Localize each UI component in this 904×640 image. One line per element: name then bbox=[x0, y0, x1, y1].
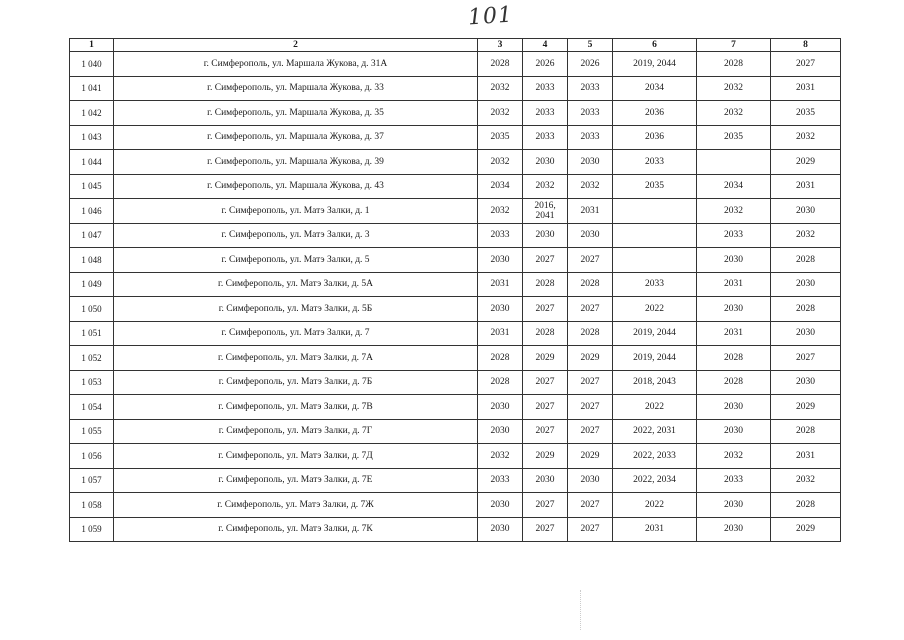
row-number-cell: 1 052 bbox=[70, 346, 114, 371]
year-cell: 2027 bbox=[523, 248, 568, 273]
table-row bbox=[70, 248, 841, 273]
row-number-cell: 1 042 bbox=[70, 101, 114, 126]
table-row bbox=[70, 297, 841, 322]
year-cell: 2022, 2034 bbox=[613, 468, 697, 493]
year-cell: 2019, 2044 bbox=[613, 52, 697, 77]
address-cell: г. Симферополь, ул. Матэ Залки, д. 7Г bbox=[114, 419, 478, 444]
row-number-cell: 1 051 bbox=[70, 321, 114, 346]
year-cell: 2030 bbox=[697, 248, 771, 273]
row-number-cell: 1 054 bbox=[70, 395, 114, 420]
address-cell: г. Симферополь, ул. Маршала Жукова, д. 43 bbox=[114, 174, 478, 199]
year-cell: 2018, 2043 bbox=[613, 370, 697, 395]
row-number-cell: 1 049 bbox=[70, 272, 114, 297]
row-number-cell: 1 043 bbox=[70, 125, 114, 150]
row-number-cell: 1 044 bbox=[70, 150, 114, 175]
year-cell: 2036 bbox=[613, 101, 697, 126]
year-cell: 2030 bbox=[478, 493, 523, 518]
year-cell: 2027 bbox=[523, 517, 568, 542]
year-cell: 2028 bbox=[478, 346, 523, 371]
year-cell: 2030 bbox=[478, 248, 523, 273]
year-cell: 2027 bbox=[568, 370, 613, 395]
year-cell: 2030 bbox=[523, 223, 568, 248]
year-cell: 2033 bbox=[523, 76, 568, 101]
year-cell: 2027 bbox=[523, 419, 568, 444]
year-cell: 2030 bbox=[478, 297, 523, 322]
header-cell: 7 bbox=[697, 39, 771, 52]
year-cell: 2032 bbox=[697, 199, 771, 224]
year-cell bbox=[613, 248, 697, 273]
year-cell: 2031 bbox=[478, 321, 523, 346]
year-cell: 2036 bbox=[613, 125, 697, 150]
year-cell: 2030 bbox=[697, 419, 771, 444]
address-cell: г. Симферополь, ул. Матэ Залки, д. 7Д bbox=[114, 444, 478, 469]
year-cell: 2030 bbox=[697, 395, 771, 420]
year-cell: 2030 bbox=[697, 493, 771, 518]
year-cell: 2030 bbox=[771, 370, 841, 395]
year-cell: 2031 bbox=[568, 199, 613, 224]
year-cell: 2027 bbox=[568, 297, 613, 322]
year-cell: 2027 bbox=[568, 493, 613, 518]
year-cell: 2030 bbox=[568, 468, 613, 493]
table-row bbox=[70, 346, 841, 371]
address-cell: г. Симферополь, ул. Матэ Залки, д. 7К bbox=[114, 517, 478, 542]
address-cell: г. Симферополь, ул. Матэ Залки, д. 3 bbox=[114, 223, 478, 248]
address-cell: г. Симферополь, ул. Матэ Залки, д. 7 bbox=[114, 321, 478, 346]
year-cell: 2031 bbox=[613, 517, 697, 542]
year-cell: 2031 bbox=[697, 272, 771, 297]
year-cell: 2032 bbox=[697, 444, 771, 469]
row-number-cell: 1 053 bbox=[70, 370, 114, 395]
year-cell: 2031 bbox=[697, 321, 771, 346]
year-cell: 2031 bbox=[771, 76, 841, 101]
header-cell: 2 bbox=[114, 39, 478, 52]
row-number-cell: 1 050 bbox=[70, 297, 114, 322]
address-cell: г. Симферополь, ул. Маршала Жукова, д. 33 bbox=[114, 76, 478, 101]
year-cell: 2030 bbox=[523, 468, 568, 493]
year-cell: 2027 bbox=[771, 346, 841, 371]
year-cell: 2032 bbox=[771, 125, 841, 150]
year-cell: 2019, 2044 bbox=[613, 346, 697, 371]
page-number: 101 bbox=[467, 2, 514, 31]
year-cell: 2032 bbox=[478, 76, 523, 101]
row-number-cell: 1 055 bbox=[70, 419, 114, 444]
year-cell bbox=[697, 150, 771, 175]
year-cell: 2028 bbox=[523, 272, 568, 297]
year-cell: 2019, 2044 bbox=[613, 321, 697, 346]
year-cell: 2034 bbox=[697, 174, 771, 199]
year-cell: 2033 bbox=[613, 272, 697, 297]
year-cell: 2032 bbox=[771, 468, 841, 493]
year-cell: 2033 bbox=[523, 125, 568, 150]
year-cell: 2033 bbox=[568, 76, 613, 101]
table-body bbox=[70, 52, 841, 542]
year-cell: 2028 bbox=[478, 370, 523, 395]
year-cell: 2029 bbox=[523, 346, 568, 371]
year-cell: 2033 bbox=[478, 468, 523, 493]
year-cell: 2032 bbox=[523, 174, 568, 199]
year-cell: 2030 bbox=[478, 419, 523, 444]
table-row bbox=[70, 444, 841, 469]
year-cell: 2029 bbox=[771, 395, 841, 420]
address-cell: г. Симферополь, ул. Матэ Залки, д. 7Е bbox=[114, 468, 478, 493]
year-cell: 2035 bbox=[771, 101, 841, 126]
year-cell: 2032 bbox=[478, 444, 523, 469]
year-cell: 2028 bbox=[771, 419, 841, 444]
schedule-table bbox=[69, 38, 841, 542]
header-cell: 8 bbox=[771, 39, 841, 52]
year-cell: 2027 bbox=[523, 297, 568, 322]
year-cell: 2030 bbox=[697, 297, 771, 322]
year-cell: 2033 bbox=[613, 150, 697, 175]
table-row bbox=[70, 321, 841, 346]
year-cell: 2034 bbox=[478, 174, 523, 199]
year-cell: 2033 bbox=[568, 125, 613, 150]
year-cell: 2028 bbox=[697, 370, 771, 395]
address-cell: г. Симферополь, ул. Маршала Жукова, д. 35 bbox=[114, 101, 478, 126]
year-cell: 2022 bbox=[613, 493, 697, 518]
year-cell: 2030 bbox=[478, 517, 523, 542]
year-cell: 2032 bbox=[697, 76, 771, 101]
year-cell: 2033 bbox=[568, 101, 613, 126]
header-cell: 6 bbox=[613, 39, 697, 52]
row-number-cell: 1 045 bbox=[70, 174, 114, 199]
year-cell: 2030 bbox=[568, 150, 613, 175]
year-cell: 2030 bbox=[523, 150, 568, 175]
year-cell: 2032 bbox=[478, 101, 523, 126]
table-row bbox=[70, 223, 841, 248]
year-cell: 2033 bbox=[478, 223, 523, 248]
year-cell: 2032 bbox=[771, 223, 841, 248]
year-cell: 2029 bbox=[523, 444, 568, 469]
year-cell: 2029 bbox=[771, 517, 841, 542]
row-number-cell: 1 046 bbox=[70, 199, 114, 224]
year-cell: 2035 bbox=[697, 125, 771, 150]
year-cell: 2030 bbox=[697, 517, 771, 542]
year-cell: 2016, 2041 bbox=[523, 199, 568, 224]
year-cell: 2028 bbox=[697, 52, 771, 77]
row-number-cell: 1 059 bbox=[70, 517, 114, 542]
year-cell: 2035 bbox=[613, 174, 697, 199]
row-number-cell: 1 057 bbox=[70, 468, 114, 493]
year-cell: 2030 bbox=[771, 272, 841, 297]
table-row bbox=[70, 272, 841, 297]
year-cell: 2032 bbox=[478, 199, 523, 224]
header-cell: 4 bbox=[523, 39, 568, 52]
table-row bbox=[70, 199, 841, 224]
year-cell: 2027 bbox=[568, 419, 613, 444]
year-cell: 2029 bbox=[568, 444, 613, 469]
address-cell: г. Симферополь, ул. Маршала Жукова, д. 31А bbox=[114, 52, 478, 77]
header-cell: 3 bbox=[478, 39, 523, 52]
table-row bbox=[70, 125, 841, 150]
year-cell: 2034 bbox=[613, 76, 697, 101]
address-cell: г. Симферополь, ул. Матэ Залки, д. 7Ж bbox=[114, 493, 478, 518]
table-row bbox=[70, 101, 841, 126]
year-cell: 2029 bbox=[771, 150, 841, 175]
year-cell: 2032 bbox=[478, 150, 523, 175]
year-cell: 2031 bbox=[771, 174, 841, 199]
year-cell: 2033 bbox=[523, 101, 568, 126]
year-cell: 2022 bbox=[613, 297, 697, 322]
year-cell: 2022, 2031 bbox=[613, 419, 697, 444]
year-cell: 2028 bbox=[568, 321, 613, 346]
year-cell: 2029 bbox=[568, 346, 613, 371]
year-cell: 2028 bbox=[697, 346, 771, 371]
year-cell: 2027 bbox=[568, 395, 613, 420]
table-row bbox=[70, 370, 841, 395]
row-number-cell: 1 056 bbox=[70, 444, 114, 469]
row-number-cell: 1 041 bbox=[70, 76, 114, 101]
address-cell: г. Симферополь, ул. Матэ Залки, д. 7А bbox=[114, 346, 478, 371]
year-cell: 2030 bbox=[568, 223, 613, 248]
year-cell: 2022 bbox=[613, 395, 697, 420]
scan-artifact bbox=[580, 590, 582, 630]
year-cell: 2030 bbox=[771, 321, 841, 346]
table-row bbox=[70, 419, 841, 444]
table-row bbox=[70, 174, 841, 199]
year-cell: 2033 bbox=[697, 223, 771, 248]
table-row bbox=[70, 150, 841, 175]
address-cell: г. Симферополь, ул. Маршала Жукова, д. 39 bbox=[114, 150, 478, 175]
year-cell: 2027 bbox=[568, 248, 613, 273]
year-cell: 2027 bbox=[523, 370, 568, 395]
year-cell: 2030 bbox=[771, 199, 841, 224]
year-cell: 2027 bbox=[523, 395, 568, 420]
year-cell: 2026 bbox=[568, 52, 613, 77]
table-row bbox=[70, 52, 841, 77]
year-cell: 2027 bbox=[523, 493, 568, 518]
address-cell: г. Симферополь, ул. Матэ Залки, д. 5Б bbox=[114, 297, 478, 322]
row-number-cell: 1 040 bbox=[70, 52, 114, 77]
table-row bbox=[70, 76, 841, 101]
header-cell: 1 bbox=[70, 39, 114, 52]
year-cell: 2028 bbox=[568, 272, 613, 297]
year-cell: 2022, 2033 bbox=[613, 444, 697, 469]
year-cell: 2032 bbox=[568, 174, 613, 199]
address-cell: г. Симферополь, ул. Матэ Залки, д. 5А bbox=[114, 272, 478, 297]
address-cell: г. Симферополь, ул. Матэ Залки, д. 7Б bbox=[114, 370, 478, 395]
table-row bbox=[70, 517, 841, 542]
year-cell: 2033 bbox=[697, 468, 771, 493]
year-cell: 2035 bbox=[478, 125, 523, 150]
address-cell: г. Симферополь, ул. Матэ Залки, д. 5 bbox=[114, 248, 478, 273]
year-cell: 2032 bbox=[697, 101, 771, 126]
year-cell: 2028 bbox=[771, 248, 841, 273]
year-cell: 2030 bbox=[478, 395, 523, 420]
address-cell: г. Симферополь, ул. Маршала Жукова, д. 37 bbox=[114, 125, 478, 150]
year-cell: 2026 bbox=[523, 52, 568, 77]
year-cell: 2028 bbox=[771, 493, 841, 518]
table-row bbox=[70, 468, 841, 493]
year-cell: 2031 bbox=[478, 272, 523, 297]
header-cell: 5 bbox=[568, 39, 613, 52]
row-number-cell: 1 047 bbox=[70, 223, 114, 248]
year-cell bbox=[613, 223, 697, 248]
year-cell: 2028 bbox=[478, 52, 523, 77]
table-row bbox=[70, 493, 841, 518]
address-cell: г. Симферополь, ул. Матэ Залки, д. 1 bbox=[114, 199, 478, 224]
year-cell: 2028 bbox=[771, 297, 841, 322]
row-number-cell: 1 058 bbox=[70, 493, 114, 518]
year-cell: 2027 bbox=[568, 517, 613, 542]
header-row bbox=[70, 39, 841, 52]
table-row bbox=[70, 395, 841, 420]
row-number-cell: 1 048 bbox=[70, 248, 114, 273]
year-cell: 2031 bbox=[771, 444, 841, 469]
year-cell bbox=[613, 199, 697, 224]
year-cell: 2027 bbox=[771, 52, 841, 77]
address-cell: г. Симферополь, ул. Матэ Залки, д. 7В bbox=[114, 395, 478, 420]
year-cell: 2028 bbox=[523, 321, 568, 346]
